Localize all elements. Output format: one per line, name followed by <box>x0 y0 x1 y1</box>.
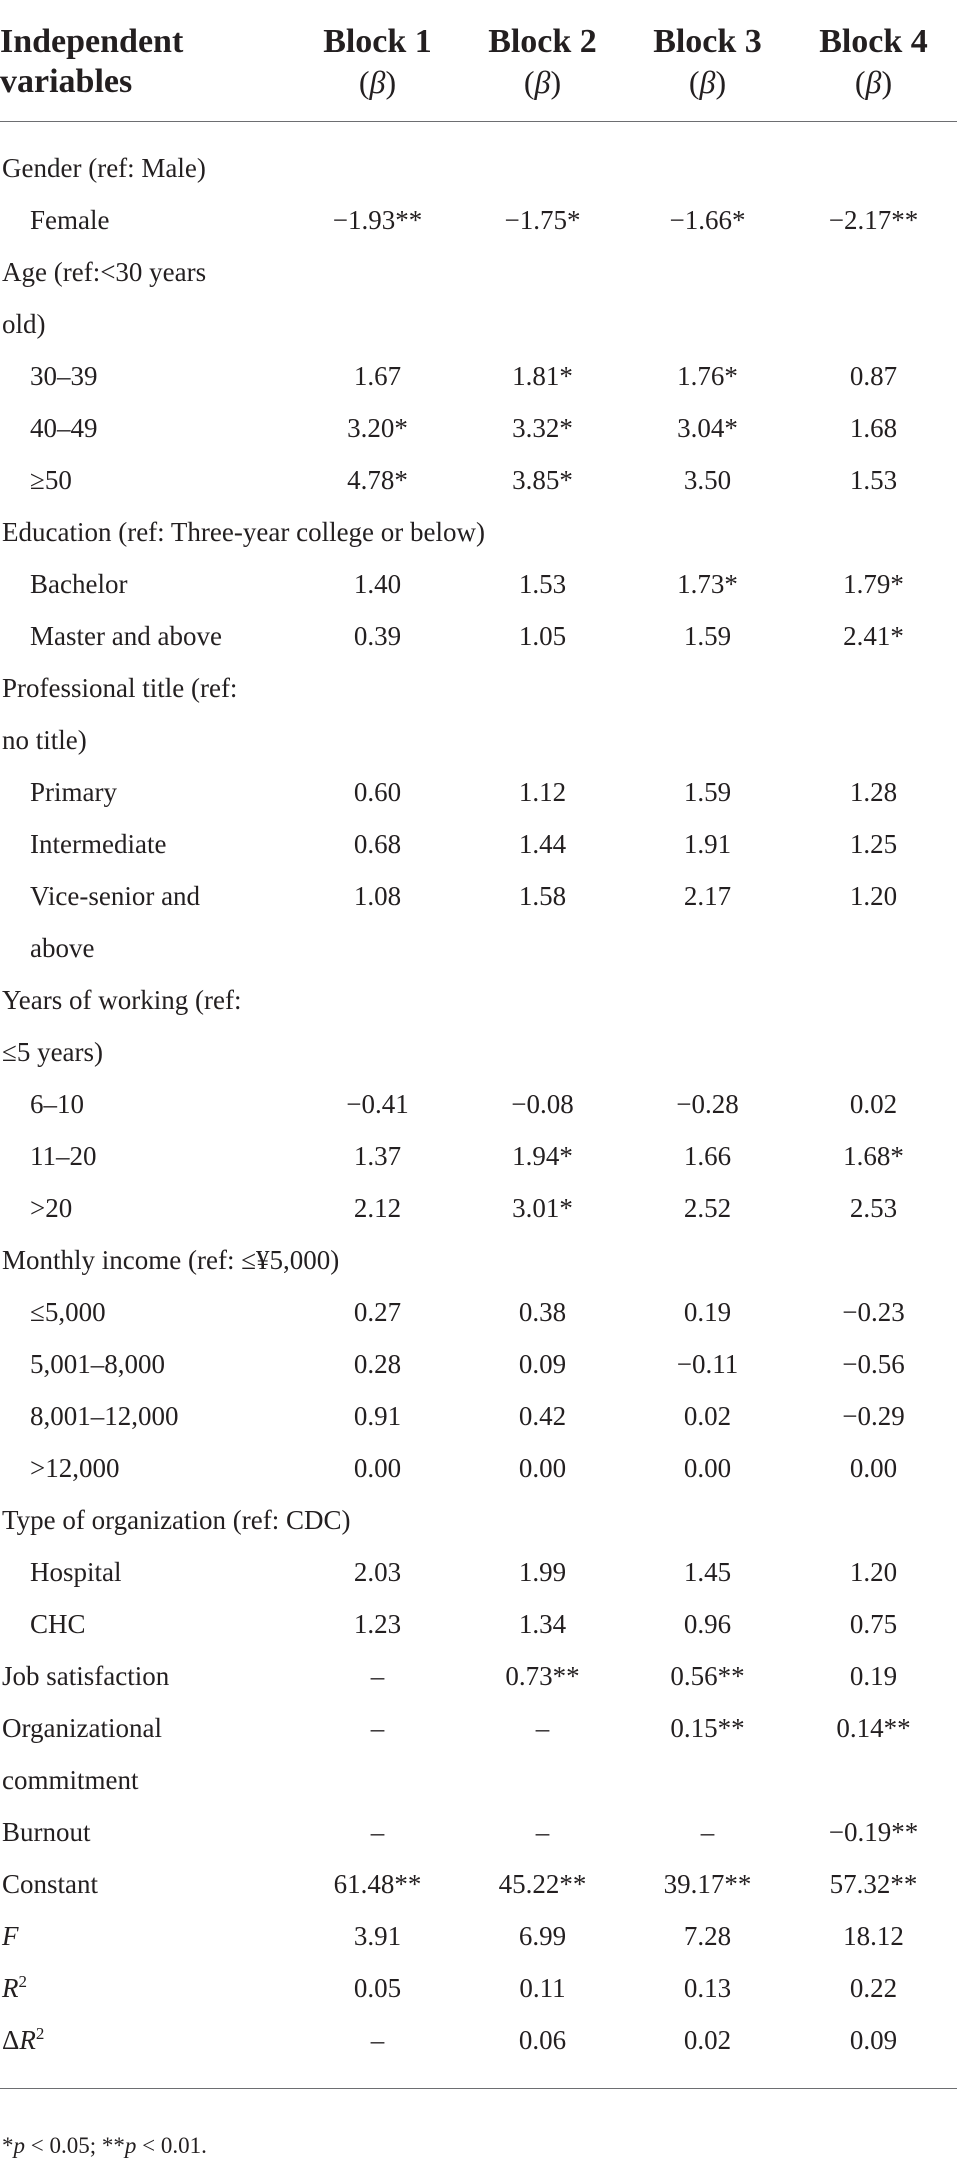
table-row <box>0 974 957 1026</box>
cell-block-2 <box>460 714 625 766</box>
table-row <box>0 610 957 662</box>
row-label: Primary <box>30 776 117 807</box>
cell-block-3: 1.59 <box>683 776 732 807</box>
row-label: Monthly income (ref: ≤¥5,000) <box>2 1244 340 1275</box>
cell-block-4: 1.68 <box>849 412 898 443</box>
cell-block-1: 2.12 <box>353 1192 402 1223</box>
row-label: Hospital <box>30 1556 122 1587</box>
row-label: Female <box>30 204 110 235</box>
table-row <box>0 1182 957 1234</box>
cell-block-3: −0.11 <box>676 1348 739 1379</box>
note-star1: * <box>2 2133 14 2158</box>
cell-block-2 <box>460 1754 625 1806</box>
table-row <box>0 1286 957 1338</box>
cell-block-4: 1.28 <box>849 776 898 807</box>
cell-block-3: 1.91 <box>683 828 732 859</box>
cell-block-2: 1.53 <box>518 568 567 599</box>
cell-block-1: 0.28 <box>353 1348 402 1379</box>
significance-note <box>2 2133 207 2159</box>
cell-block-4: 1.20 <box>849 880 898 911</box>
row-label: Bachelor <box>30 568 128 599</box>
cell-block-3 <box>625 1026 790 1078</box>
stat-cell-block-4: 0.22 <box>849 1972 898 2003</box>
cell-block-4: −0.56 <box>842 1348 905 1379</box>
header-block-3: Block 3 (β) <box>625 0 790 122</box>
cell-block-3: 0.15** <box>670 1712 745 1743</box>
cell-block-1: 0.68 <box>353 828 402 859</box>
cell-block-2: 0.73** <box>505 1660 580 1691</box>
cell-block-1: −1.93** <box>332 204 423 235</box>
cell-block-2: 0.38 <box>518 1296 567 1327</box>
table-row <box>0 350 957 402</box>
cell-block-2 <box>460 298 625 350</box>
row-label: >20 <box>30 1192 73 1223</box>
beta-symbol: β <box>865 64 882 100</box>
cell-block-1: 0.91 <box>353 1400 402 1431</box>
cell-block-1 <box>295 1754 460 1806</box>
cell-block-2: – <box>535 1712 550 1743</box>
cell-block-3: 2.17 <box>683 880 732 911</box>
row-label: Master and above <box>30 620 222 651</box>
cell-block-3 <box>625 662 790 714</box>
cell-block-1 <box>295 298 460 350</box>
cell-block-2: 1.34 <box>518 1608 567 1639</box>
table-row <box>0 246 957 298</box>
cell-block-1: 1.08 <box>353 880 402 911</box>
row-label: 8,001–12,000 <box>30 1400 179 1431</box>
cell-block-2: 1.58 <box>518 880 567 911</box>
table-row <box>0 506 957 558</box>
table-row <box>0 1754 957 1806</box>
stat-cell-block-1: 0.05 <box>353 1972 402 2003</box>
block-label: Block 4 <box>819 23 928 60</box>
stat-cell-block-3: 0.13 <box>683 1972 732 2003</box>
table-row <box>0 766 957 818</box>
cell-block-1: −0.41 <box>346 1088 409 1119</box>
table-row <box>0 714 957 766</box>
cell-block-2: 1.99 <box>518 1556 567 1587</box>
note-p2: p <box>124 2133 137 2158</box>
cell-block-1: 2.03 <box>353 1556 402 1587</box>
cell-block-4: 0.14** <box>836 1712 911 1743</box>
cell-block-3 <box>625 1234 790 1286</box>
cell-block-1: 1.67 <box>353 360 402 391</box>
row-label: Education (ref: Three-year college or below) <box>2 516 486 547</box>
cell-block-2: 1.81* <box>512 360 573 391</box>
cell-block-2: 1.44 <box>518 828 567 859</box>
row-label: Job satisfaction <box>2 1660 170 1691</box>
cell-block-2: 3.01* <box>512 1192 573 1223</box>
cell-block-4 <box>790 1234 957 1286</box>
cell-block-4: 1.79* <box>843 568 904 599</box>
cell-block-3 <box>625 122 790 195</box>
row-label: 11–20 <box>30 1140 97 1171</box>
row-label: Vice-senior and <box>30 880 201 911</box>
table-row <box>0 1650 957 1702</box>
stat-cell-block-4: 0.09 <box>790 2014 957 2089</box>
stat-cell-block-1: – <box>295 2014 460 2089</box>
stat-label-superscript: 2 <box>18 1972 27 1991</box>
cell-block-4: 1.53 <box>849 464 898 495</box>
table-row <box>0 1806 957 1858</box>
cell-block-1 <box>295 662 460 714</box>
cell-block-4: 0.00 <box>849 1452 898 1483</box>
note-star2: ** <box>101 2133 125 2158</box>
stat-label-prefix: Δ <box>2 2025 20 2055</box>
cell-block-4 <box>790 122 957 195</box>
table-row <box>0 298 957 350</box>
header-row <box>0 0 957 122</box>
cell-block-3: – <box>700 1816 715 1847</box>
cell-block-3: −1.66* <box>669 204 746 235</box>
row-label: Type of organization (ref: CDC) <box>2 1504 351 1535</box>
row-label: ≥50 <box>30 464 72 495</box>
cell-block-1 <box>295 122 460 195</box>
stat-label-superscript: 2 <box>35 2024 45 2043</box>
stat-cell-block-2: 0.06 <box>460 2014 625 2089</box>
cell-block-4 <box>790 714 957 766</box>
table-row <box>0 1598 957 1650</box>
row-label: Age (ref:<30 years <box>2 256 207 287</box>
row-label: commitment <box>2 1764 139 1795</box>
cell-block-2: 1.12 <box>518 776 567 807</box>
row-label: Gender (ref: Male) <box>2 152 206 183</box>
cell-block-3 <box>625 246 790 298</box>
cell-block-2 <box>460 1026 625 1078</box>
row-label: Constant <box>2 1868 99 1899</box>
cell-block-2: 3.32* <box>512 412 573 443</box>
cell-block-3: 1.59 <box>683 620 732 651</box>
cell-block-2: 1.94* <box>512 1140 573 1171</box>
cell-block-4: 0.02 <box>849 1088 898 1119</box>
cell-block-4: −0.23 <box>842 1296 905 1327</box>
cell-block-3: 39.17** <box>663 1868 752 1899</box>
cell-block-1: 0.39 <box>353 620 402 651</box>
header-block-4: Block 4 (β) <box>790 0 957 122</box>
cell-block-4 <box>790 246 957 298</box>
cell-block-1 <box>295 922 460 974</box>
row-label: 6–10 <box>30 1088 84 1119</box>
cell-block-1: – <box>370 1712 385 1743</box>
cell-block-4: 1.68* <box>843 1140 904 1171</box>
table-row <box>0 1494 957 1546</box>
row-label: above <box>30 932 95 963</box>
row-label: no title) <box>2 724 87 755</box>
cell-block-3 <box>625 1494 790 1546</box>
cell-block-3: 1.66 <box>683 1140 732 1171</box>
table-row <box>0 454 957 506</box>
table-row <box>0 194 957 246</box>
cell-block-3 <box>625 714 790 766</box>
stat-cell-block-2: 0.11 <box>519 1972 566 2003</box>
table-row <box>0 1390 957 1442</box>
beta-symbol: β <box>369 64 386 100</box>
block-label: Block 2 <box>488 23 597 60</box>
cell-block-3 <box>625 298 790 350</box>
cell-block-2: 0.42 <box>518 1400 567 1431</box>
cell-block-1 <box>295 714 460 766</box>
cell-block-1 <box>295 974 460 1026</box>
table-row <box>0 558 957 610</box>
note-p1: p <box>13 2133 25 2158</box>
stat-label <box>0 1910 295 1962</box>
cell-block-3 <box>625 506 790 558</box>
stat-row <box>0 1962 957 2014</box>
stat-label <box>0 2014 295 2089</box>
table-row <box>0 818 957 870</box>
cell-block-4: 57.32** <box>829 1868 918 1899</box>
note-text2: < 0.01. <box>136 2133 207 2158</box>
cell-block-1: 4.78* <box>347 464 408 495</box>
cell-block-4: 0.19 <box>849 1660 898 1691</box>
table-row <box>0 1026 957 1078</box>
row-label: ≤5,000 <box>30 1296 106 1327</box>
cell-block-3: 1.73* <box>677 568 738 599</box>
table-row <box>0 1078 957 1130</box>
row-label: 5,001–8,000 <box>30 1348 165 1379</box>
table-row <box>0 402 957 454</box>
cell-block-3 <box>625 1754 790 1806</box>
cell-block-3: 3.50 <box>683 464 732 495</box>
cell-block-4: 2.53 <box>849 1192 898 1223</box>
cell-block-2: – <box>535 1816 550 1847</box>
cell-block-2 <box>460 1494 625 1546</box>
cell-block-4 <box>790 506 957 558</box>
header-var-line2: variables <box>0 63 133 100</box>
header-block-2: Block 2 (β) <box>460 0 625 122</box>
table-row <box>0 1702 957 1754</box>
beta-symbol: β <box>534 64 551 100</box>
cell-block-1: 1.37 <box>353 1140 402 1171</box>
table-row <box>0 1130 957 1182</box>
beta-symbol: β <box>699 64 716 100</box>
cell-block-1: 0.60 <box>353 776 402 807</box>
row-label: Professional title (ref: <box>2 672 238 703</box>
cell-block-1: 0.27 <box>353 1296 402 1327</box>
cell-block-1: 3.20* <box>347 412 408 443</box>
row-label: Years of working (ref: <box>2 984 242 1015</box>
cell-block-4: −2.17** <box>828 204 919 235</box>
cell-block-1: 0.00 <box>353 1452 402 1483</box>
row-label: CHC <box>30 1608 86 1639</box>
cell-block-3: −0.28 <box>676 1088 739 1119</box>
row-label: ≤5 years) <box>2 1036 104 1067</box>
stat-row <box>0 1910 957 1962</box>
table-row <box>0 1858 957 1910</box>
cell-block-2 <box>460 246 625 298</box>
row-label: old) <box>2 308 46 339</box>
table-row <box>0 662 957 714</box>
cell-block-2: −0.08 <box>511 1088 574 1119</box>
cell-block-3: 0.96 <box>683 1608 732 1639</box>
cell-block-2: 45.22** <box>498 1868 587 1899</box>
stat-label-symbol: R <box>19 2025 36 2055</box>
stat-label-symbol: R <box>2 1973 19 2003</box>
cell-block-4: −0.29 <box>842 1400 905 1431</box>
table-body <box>0 122 957 2089</box>
cell-block-2: 3.85* <box>512 464 573 495</box>
cell-block-4: 0.75 <box>849 1608 898 1639</box>
header-independent-variables <box>0 0 295 122</box>
block-label: Block 1 <box>323 23 432 60</box>
cell-block-3: 0.19 <box>683 1296 732 1327</box>
table-row <box>0 922 957 974</box>
stat-label <box>0 1962 295 2014</box>
header-block-1: Block 1 (β) <box>295 0 460 122</box>
cell-block-4 <box>790 662 957 714</box>
cell-block-4 <box>790 974 957 1026</box>
cell-block-1: – <box>370 1816 385 1847</box>
row-label: Intermediate <box>30 828 167 859</box>
block-label: Block 3 <box>653 23 762 60</box>
row-label: >12,000 <box>30 1452 120 1483</box>
row-label: 40–49 <box>30 412 98 443</box>
cell-block-1: 61.48** <box>333 1868 422 1899</box>
cell-block-2 <box>460 1234 625 1286</box>
row-label: Burnout <box>2 1816 91 1847</box>
cell-block-4 <box>790 298 957 350</box>
cell-block-4: 2.41* <box>843 620 904 651</box>
row-label: Organizational <box>2 1712 162 1743</box>
cell-block-1 <box>295 246 460 298</box>
cell-block-2 <box>460 974 625 1026</box>
cell-block-3: 0.00 <box>683 1452 732 1483</box>
cell-block-1 <box>295 1026 460 1078</box>
cell-block-2: −1.75* <box>504 204 581 235</box>
stat-label-symbol: F <box>2 1921 19 1951</box>
stat-cell-block-3: 7.28 <box>683 1920 732 1951</box>
cell-block-4 <box>790 1494 957 1546</box>
cell-block-2: 1.05 <box>518 620 567 651</box>
cell-block-3 <box>625 922 790 974</box>
cell-block-2: 0.09 <box>518 1348 567 1379</box>
table-row <box>0 1546 957 1598</box>
cell-block-2 <box>460 662 625 714</box>
cell-block-4: 0.87 <box>849 360 898 391</box>
cell-block-1: 1.23 <box>353 1608 402 1639</box>
cell-block-4: 1.25 <box>849 828 898 859</box>
cell-block-4 <box>790 1026 957 1078</box>
cell-block-1: 1.40 <box>353 568 402 599</box>
cell-block-1: – <box>370 1660 385 1691</box>
cell-block-3: 1.76* <box>677 360 738 391</box>
stat-cell-block-2: 6.99 <box>518 1920 567 1951</box>
table-row <box>0 122 957 195</box>
cell-block-4: −0.19** <box>828 1816 919 1847</box>
table-row <box>0 870 957 922</box>
cell-block-4: 1.20 <box>849 1556 898 1587</box>
row-label: 30–39 <box>30 360 98 391</box>
table-row <box>0 1442 957 1494</box>
cell-block-4 <box>790 1754 957 1806</box>
cell-block-3: 0.02 <box>683 1400 732 1431</box>
cell-block-2: 0.00 <box>518 1452 567 1483</box>
stat-row <box>0 2014 957 2089</box>
header-var-line1: Independent <box>0 23 184 60</box>
cell-block-3: 0.56** <box>670 1660 745 1691</box>
cell-block-3: 3.04* <box>677 412 738 443</box>
stat-cell-block-4: 18.12 <box>843 1920 904 1951</box>
cell-block-2 <box>460 122 625 195</box>
stat-cell-block-3: 0.02 <box>625 2014 790 2089</box>
stat-cell-block-1: 3.91 <box>353 1920 402 1951</box>
note-text1: < 0.05; <box>25 2133 102 2158</box>
cell-block-4 <box>790 922 957 974</box>
table-header <box>0 0 957 122</box>
table-row <box>0 1338 957 1390</box>
cell-block-2 <box>460 922 625 974</box>
cell-block-3: 2.52 <box>683 1192 732 1223</box>
table-row <box>0 1234 957 1286</box>
cell-block-3: 1.45 <box>683 1556 732 1587</box>
cell-block-3 <box>625 974 790 1026</box>
